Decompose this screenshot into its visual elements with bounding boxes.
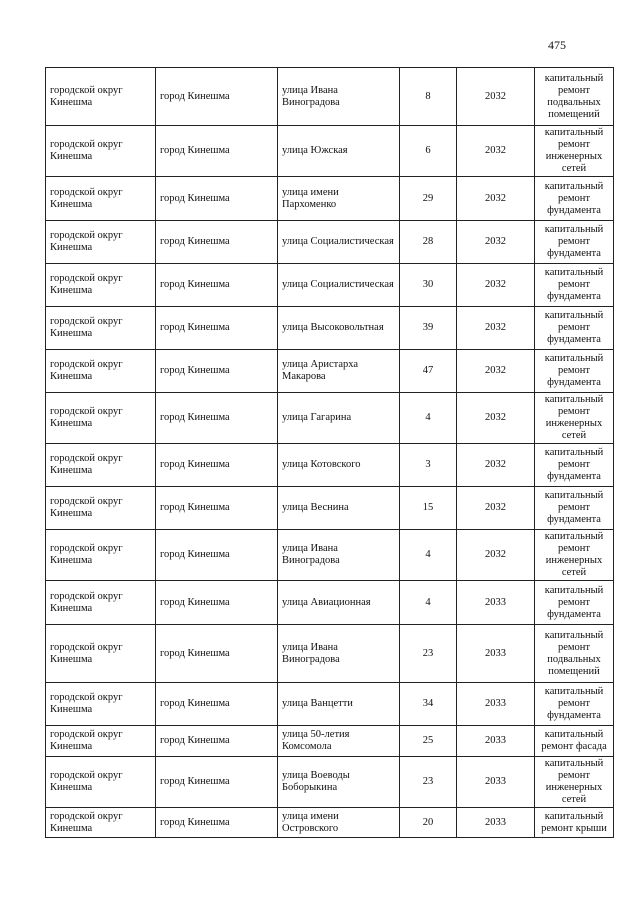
cell-house: 6 [400,126,457,177]
cell-municipality: городской округ Кинешма [46,625,156,683]
cell-house: 4 [400,530,457,581]
cell-settlement: город Кинешма [156,350,278,393]
cell-house: 3 [400,444,457,487]
cell-house: 23 [400,625,457,683]
table-row [46,177,614,221]
cell-work: капитальный ремонт фундамента [535,177,614,221]
cell-settlement: город Кинешма [156,808,278,838]
cell-street: улица Воеводы Боборыкина [278,757,400,808]
cell-year: 2032 [457,264,535,307]
table-row [46,350,614,393]
cell-year: 2032 [457,177,535,221]
cell-settlement: город Кинешма [156,726,278,757]
cell-house: 23 [400,757,457,808]
cell-street: улица Южская [278,126,400,177]
table-row [46,68,614,126]
cell-settlement: город Кинешма [156,625,278,683]
cell-street: улица Высоковольтная [278,307,400,350]
cell-settlement: город Кинешма [156,581,278,625]
cell-settlement: город Кинешма [156,126,278,177]
cell-work: капитальный ремонт фундамента [535,487,614,530]
cell-year: 2032 [457,307,535,350]
cell-street: улица Ивана Виноградова [278,530,400,581]
cell-house: 4 [400,393,457,444]
cell-house: 39 [400,307,457,350]
cell-year: 2032 [457,68,535,126]
page-number: 475 [548,38,566,52]
cell-year: 2032 [457,530,535,581]
cell-street: улица Аристарха Макарова [278,350,400,393]
cell-street: улица Авиационная [278,581,400,625]
cell-municipality: городской округ Кинешма [46,726,156,757]
cell-street: улица имени Островского [278,808,400,838]
table-row [46,530,614,581]
cell-municipality: городской округ Кинешма [46,683,156,726]
table-row [46,221,614,264]
cell-municipality: городской округ Кинешма [46,68,156,126]
table-row [46,757,614,808]
cell-year: 2032 [457,444,535,487]
cell-street: улица Котовского [278,444,400,487]
cell-house: 20 [400,808,457,838]
cell-street: улица Гагарина [278,393,400,444]
cell-work: капитальный ремонт инженерных сетей [535,757,614,808]
cell-settlement: город Кинешма [156,444,278,487]
cell-year: 2032 [457,350,535,393]
cell-work: капитальный ремонт фундамента [535,350,614,393]
cell-year: 2033 [457,726,535,757]
cell-year: 2032 [457,126,535,177]
cell-house: 29 [400,177,457,221]
cell-house: 47 [400,350,457,393]
table-row [46,683,614,726]
cell-work: капитальный ремонт фундамента [535,221,614,264]
cell-house: 28 [400,221,457,264]
cell-work: капитальный ремонт подвальных помещений [535,625,614,683]
cell-work: капитальный ремонт подвальных помещений [535,68,614,126]
cell-municipality: городской округ Кинешма [46,808,156,838]
cell-house: 15 [400,487,457,530]
cell-settlement: город Кинешма [156,307,278,350]
cell-settlement: город Кинешма [156,68,278,126]
table-row [46,393,614,444]
cell-house: 25 [400,726,457,757]
cell-settlement: город Кинешма [156,264,278,307]
cell-year: 2033 [457,757,535,808]
cell-house: 4 [400,581,457,625]
table-row [46,307,614,350]
cell-house: 34 [400,683,457,726]
cell-municipality: городской округ Кинешма [46,487,156,530]
cell-municipality: городской округ Кинешма [46,177,156,221]
registry-table [45,67,614,838]
cell-street: улица Социалистическая [278,264,400,307]
cell-street: улица Веснина [278,487,400,530]
cell-municipality: городской округ Кинешма [46,530,156,581]
cell-street: улица имени Пархоменко [278,177,400,221]
cell-municipality: городской округ Кинешма [46,126,156,177]
table-row [46,581,614,625]
cell-settlement: город Кинешма [156,221,278,264]
cell-street: улица Социалистическая [278,221,400,264]
cell-year: 2033 [457,581,535,625]
cell-house: 30 [400,264,457,307]
cell-house: 8 [400,68,457,126]
cell-municipality: городской округ Кинешма [46,350,156,393]
table-row [46,264,614,307]
cell-settlement: город Кинешма [156,530,278,581]
cell-year: 2033 [457,625,535,683]
cell-street: улица Ивана Виноградова [278,68,400,126]
cell-street: улица 50-летия Комсомола [278,726,400,757]
table-row [46,444,614,487]
cell-street: улица Ивана Виноградова [278,625,400,683]
cell-year: 2032 [457,487,535,530]
table-row [46,726,614,757]
cell-settlement: город Кинешма [156,487,278,530]
cell-municipality: городской округ Кинешма [46,757,156,808]
cell-year: 2032 [457,393,535,444]
cell-work: капитальный ремонт фасада [535,726,614,757]
cell-municipality: городской округ Кинешма [46,393,156,444]
cell-work: капитальный ремонт фундамента [535,444,614,487]
table-row [46,126,614,177]
cell-settlement: город Кинешма [156,757,278,808]
cell-year: 2033 [457,683,535,726]
cell-settlement: город Кинешма [156,177,278,221]
cell-street: улица Ванцетти [278,683,400,726]
table-row [46,487,614,530]
cell-work: капитальный ремонт фундамента [535,264,614,307]
cell-work: капитальный ремонт крыши [535,808,614,838]
cell-municipality: городской округ Кинешма [46,444,156,487]
cell-work: капитальный ремонт фундамента [535,581,614,625]
table-row [46,808,614,838]
cell-settlement: город Кинешма [156,683,278,726]
cell-year: 2033 [457,808,535,838]
cell-work: капитальный ремонт фундамента [535,307,614,350]
cell-work: капитальный ремонт инженерных сетей [535,393,614,444]
cell-municipality: городской округ Кинешма [46,264,156,307]
cell-settlement: город Кинешма [156,393,278,444]
cell-year: 2032 [457,221,535,264]
cell-municipality: городской округ Кинешма [46,581,156,625]
table-row [46,625,614,683]
cell-work: капитальный ремонт фундамента [535,683,614,726]
cell-municipality: городской округ Кинешма [46,307,156,350]
cell-work: капитальный ремонт инженерных сетей [535,530,614,581]
cell-work: капитальный ремонт инженерных сетей [535,126,614,177]
cell-municipality: городской округ Кинешма [46,221,156,264]
